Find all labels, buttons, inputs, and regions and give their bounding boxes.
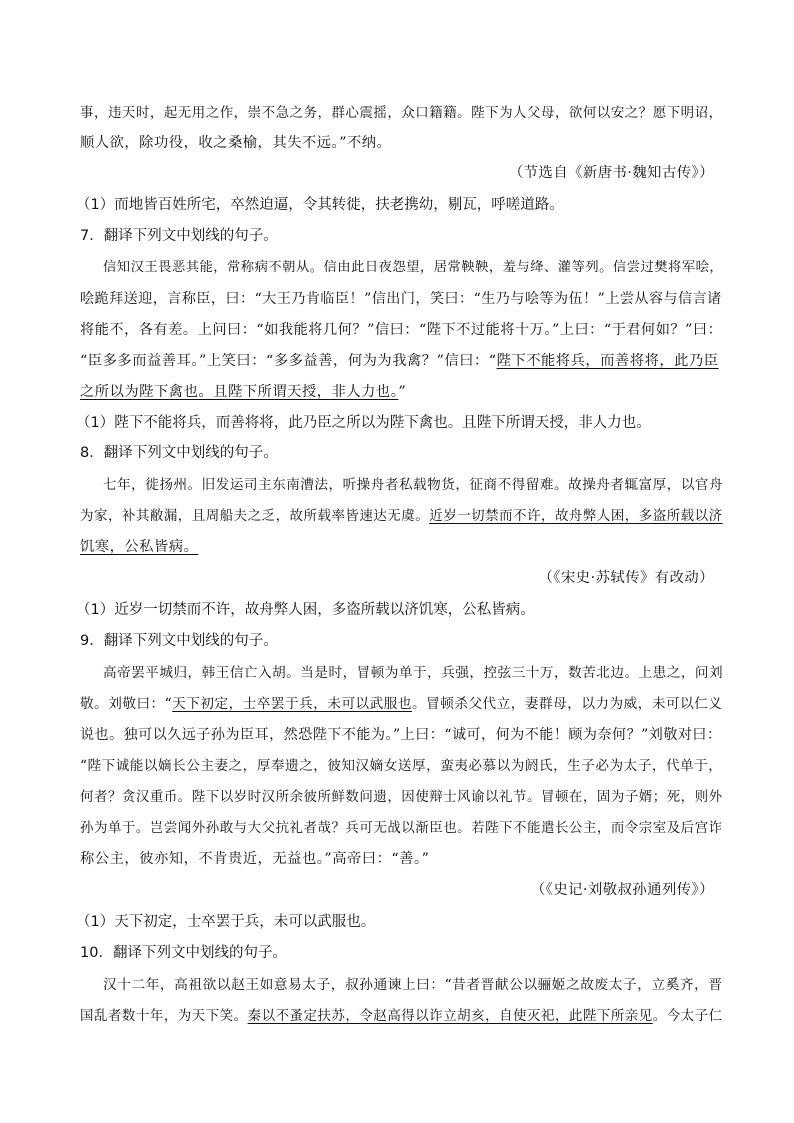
question-title: 9．翻译下列文中划线的句子。 xyxy=(80,633,278,649)
passage-text: 为家，补其敝漏，且周船夫之乏，故所载率皆速达无虞。 xyxy=(80,508,430,524)
translation-answer: （1）而地皆百姓所宅，卒然迫逼，令其转徙，扶老携幼，剔瓦，呼嗟道路。 xyxy=(76,197,564,213)
passage-line xyxy=(80,351,719,371)
translation-answer: （1）陛下不能将兵，而善将将，此乃臣之所以为陛下禽也。且陛下所谓天授，非人力也。 xyxy=(76,415,651,431)
passage-text: “臣多多而益善耳。”上笑曰：“多多益善，何为为我禽？”信曰：“ xyxy=(80,353,497,369)
passage-line: 将能不，各有差。上问曰：“如我能将几何？”信曰：“陛下不过能将十万。”上曰：“于君何如？”曰： xyxy=(80,322,723,338)
passage-text: 敬。刘敬曰：“ xyxy=(80,696,173,712)
passage-line xyxy=(80,537,198,557)
underlined-sentence: 秦以不蚤定扶苏，令赵高得以诈立胡亥，自使灭祀，此陛下所亲见 xyxy=(247,1008,653,1024)
question-title: 7．翻译下列文中划线的句子。 xyxy=(80,228,278,244)
underlined-sentence: 之所以为陛下禽也。且陛下所谓天授，非人力也。 xyxy=(80,384,399,400)
passage-line: 哙跪拜送迎，言称臣，曰：“大王乃肯临臣！”信出门，笑曰：“生乃与哙等为伍！”上尝从容与信言诸 xyxy=(80,291,722,307)
passage-text: 国乱者数十年，为天下笑。 xyxy=(80,1008,248,1024)
passage-text: 。今太子仁 xyxy=(652,1008,723,1024)
passage-line xyxy=(80,382,406,402)
passage-text: 。冒顿杀父代立，妻群母，以力为威，未可以仁义 xyxy=(412,696,723,712)
passage-line: 事，违天时，起无用之作，崇不急之务，群心震摇，众口籍籍。陛下为人父母，欲何以安之？愿下明诏， xyxy=(80,105,723,121)
question-title: 10．翻译下列文中划线的句子。 xyxy=(80,945,287,961)
passage-line: 说也。独可以久远子孙为臣耳，然恐陛下不能为。”上曰：“诚可，何为不能！顾为奈何？”刘敬对曰： xyxy=(80,727,722,743)
underlined-sentence: 近岁一切禁而不许，故舟弊人困，多盗所载以济 xyxy=(429,508,723,524)
question-title: 8．翻译下列文中划线的句子。 xyxy=(80,445,278,461)
passage-line: “陛下诚能以嫡长公主妻之，厚奉遗之，彼知汉嫡女送厚，蛮夷必慕以为阏氏，生子必为太子，代单于， xyxy=(80,758,723,774)
underlined-sentence: 天下初定，士卒罢于兵，未可以武服也 xyxy=(172,696,412,712)
source-citation: （节选自《新唐书·魏知古传》） xyxy=(508,165,714,181)
underlined-sentence: 陛下不能将兵，而善将将，此乃臣 xyxy=(496,353,719,369)
passage-line: 孙为单于。岂尝闻外孙敢与大父抗礼者哉？兵可无战以渐臣也。若陛下不能遣长公主，而令宗室及后宫诈 xyxy=(80,820,723,836)
underlined-sentence: 饥寒，公私皆病。 xyxy=(80,539,199,555)
passage-text: ” xyxy=(398,384,407,400)
passage-line: 汉十二年，高祖欲以赵王如意易太子，叔孙通谏上曰：“昔者晋献公以骊姬之故废太子，立奚齐，晋 xyxy=(103,977,723,993)
translation-answer: （1）近岁一切禁而不许，故舟弊人困，多盗所载以济饥寒，公私皆病。 xyxy=(76,602,535,618)
passage-line xyxy=(80,1006,723,1026)
source-citation: （《史记·刘敬叔孙通列传》） xyxy=(530,882,714,898)
passage-line: 七年，徙扬州。旧发运司主东南漕法，听操舟者私载物货，征商不得留难。故操舟者辄富厚，以官舟 xyxy=(103,477,724,493)
passage-line: 高帝罢平城归，韩王信亡入胡。当是时，冒顿为单于，兵强，控弦三十万，数苦北边。上患之，问刘 xyxy=(103,665,724,681)
passage-line: 称公主，彼亦知，不肯贵近，无益也。”高帝曰：“善。” xyxy=(80,851,430,867)
passage-line xyxy=(80,506,723,526)
source-citation: （《宋史·苏轼传》有改动） xyxy=(538,570,714,586)
passage-line xyxy=(80,694,722,714)
passage-line: 顺人欲，除功役，收之桑榆，其失不远。”不纳。 xyxy=(80,135,392,151)
passage-line: 信知汉王畏恶其能，常称病不朝从。信由此日夜怨望，居常鞅鞅，羞与绛、灌等列。信尝过樊将军哙， xyxy=(103,260,724,275)
passage-line: 何者？贪汉重币。陛下以岁时汉所余彼所鲜数问遗，因使辩士风谕以礼节。冒顿在，固为子婿；死，则外 xyxy=(80,789,723,805)
translation-answer: （1）天下初定，士卒罢于兵，未可以武服也。 xyxy=(76,914,376,930)
